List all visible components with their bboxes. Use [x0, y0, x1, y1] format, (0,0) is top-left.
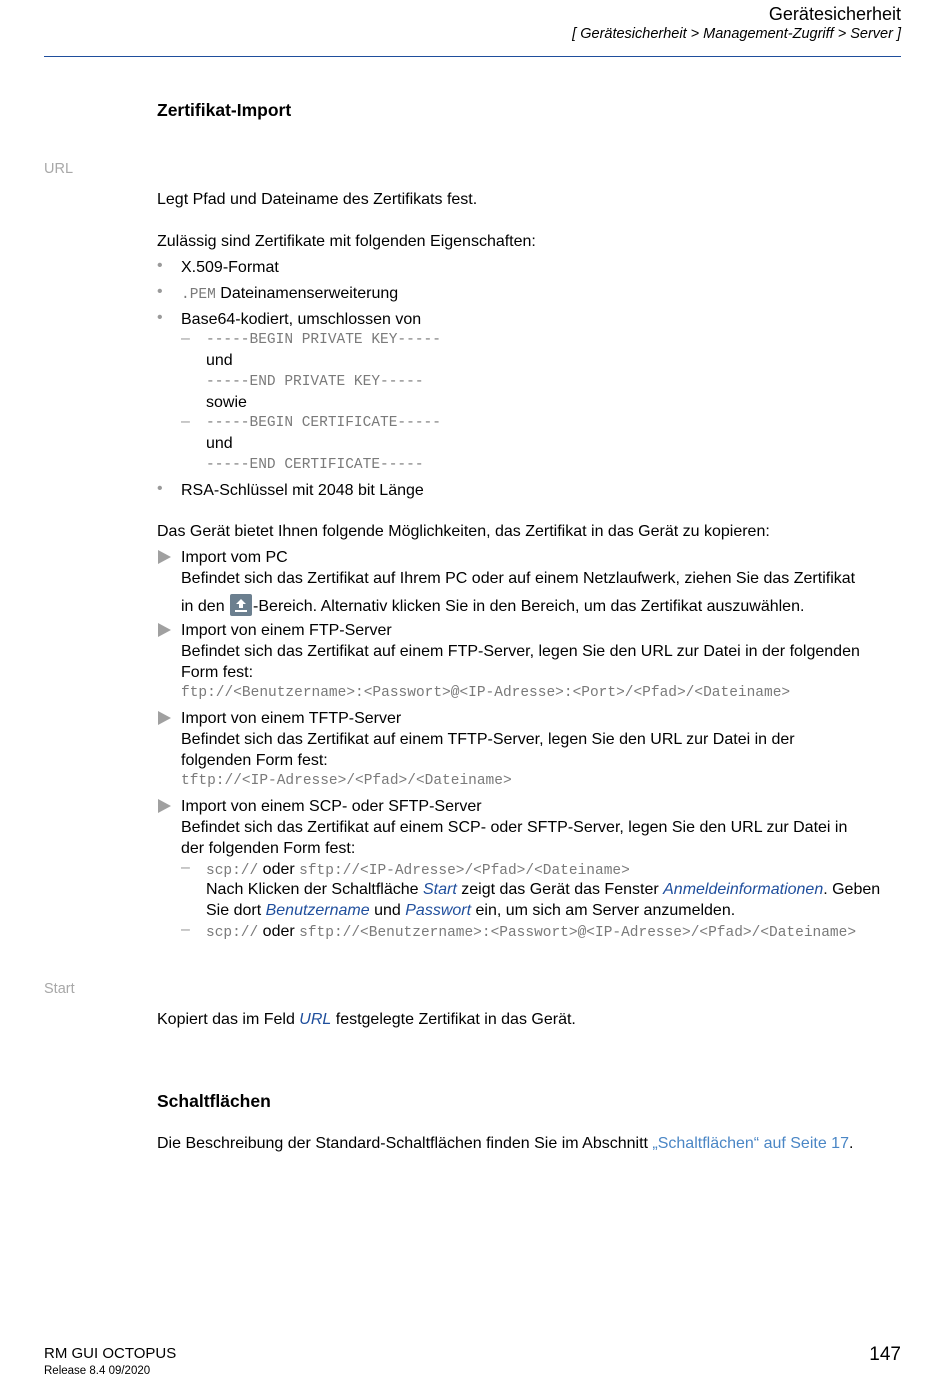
- opt-ftp-url: ftp://<Benutzername>:<Passwort>@<IP-Adresse>:<Port>/<Pfad>/<Dateiname>: [181, 685, 791, 701]
- opt-tftp-line2: folgenden Form fest:: [181, 752, 328, 769]
- start-ref: Start: [423, 881, 457, 898]
- scp-note-1: [206, 879, 880, 900]
- xref-link[interactable]: „Schaltflächen“ auf Seite 17: [652, 1135, 849, 1152]
- buttons-description: [157, 1133, 853, 1154]
- opt-pc-line2: [181, 594, 804, 617]
- section-heading-buttons: Schaltflächen: [157, 1091, 271, 1111]
- prop-x509: X.509-Format: [181, 259, 279, 276]
- prop-pem: [181, 283, 398, 306]
- prop-rsa: RSA-Schlüssel mit 2048 bit Länge: [181, 482, 424, 499]
- allowed-intro: Zulässig sind Zertifikate mit folgenden Eigenschaften:: [157, 233, 536, 250]
- scp-note-2: [206, 900, 735, 921]
- bullet-dot: •: [157, 480, 163, 497]
- section-heading-import: Zertifikat-Import: [157, 100, 292, 120]
- scp-url-2: [206, 921, 856, 944]
- und-1: und: [206, 352, 233, 369]
- password-ref: Passwort: [405, 902, 472, 919]
- scp-prefix: scp://: [206, 863, 259, 879]
- header-chapter: Gerätesicherheit: [768, 4, 901, 24]
- pem-text: Dateinamenserweiterung: [215, 285, 399, 302]
- sowie: sowie: [206, 394, 247, 411]
- opt-pc-line1: Befindet sich das Zertifikat auf Ihrem PC oder auf einem Netzlaufwerk, ziehen Sie das Zertifikat: [181, 570, 856, 587]
- note-b: zeigt das Gerät das Fenster: [456, 881, 664, 898]
- page-number: 147: [869, 1344, 901, 1365]
- bullet-dot: •: [157, 257, 163, 274]
- begin-private-key: -----BEGIN PRIVATE KEY-----: [206, 332, 441, 348]
- options-intro: Das Gerät bietet Ihnen folgende Möglichkeiten, das Zertifikat in das Gerät zu kopieren:: [157, 523, 770, 540]
- opt-ftp-title: Import von einem FTP-Server: [181, 622, 392, 639]
- opt-pc-title: Import vom PC: [181, 549, 288, 566]
- opt-ftp-line1: Befindet sich das Zertifikat auf einem FTP-Server, legen Sie den URL zur Datei in der folgenden: [181, 643, 860, 660]
- pem-code: .PEM: [181, 287, 216, 303]
- opt-tftp-title: Import von einem TFTP-Server: [181, 710, 402, 727]
- scp-prefix: scp://: [206, 925, 259, 941]
- note2-b: ein, um sich am Server anzumelden.: [471, 902, 736, 919]
- note2-und: und: [369, 902, 406, 919]
- dash-mark: –: [181, 921, 190, 938]
- opt-scp-line1: Befindet sich das Zertifikat auf einem SCP- oder SFTP-Server, legen Sie den URL zur Datei in: [181, 819, 848, 836]
- bullet-dot: •: [157, 283, 163, 300]
- oder-text: oder: [258, 861, 300, 878]
- note-c: . Geben: [823, 881, 881, 898]
- end-private-key: -----END PRIVATE KEY-----: [206, 374, 424, 390]
- buttons-text-a: Die Beschreibung der Standard-Schaltflächen finden Sie im Abschnitt: [157, 1135, 653, 1152]
- header-rule: [44, 56, 901, 57]
- footer-product: RM GUI OCTOPUS: [44, 1345, 177, 1362]
- anmeldeinfo-ref: Anmeldeinformationen: [663, 881, 824, 898]
- triangle-right-icon: [158, 711, 171, 725]
- triangle-right-icon: [158, 550, 171, 564]
- upload-icon: [230, 594, 252, 616]
- triangle-right-icon: [158, 623, 171, 637]
- username-ref: Benutzername: [265, 902, 370, 919]
- opt-pc-line2-b: -Bereich. Alternativ klicken Sie in den Bereich, um das Zertifikat auszuwählen.: [253, 598, 805, 615]
- prop-base64: Base64-kodiert, umschlossen von: [181, 311, 422, 328]
- dash-mark: –: [181, 859, 190, 876]
- url-description: Legt Pfad und Dateiname des Zertifikats fest.: [157, 191, 478, 208]
- opt-tftp-line1: Befindet sich das Zertifikat auf einem TFTP-Server, legen Sie den URL zur Datei in der: [181, 731, 795, 748]
- oder-text: oder: [258, 923, 300, 940]
- opt-tftp-url: tftp://<IP-Adresse>/<Pfad>/<Dateiname>: [181, 773, 512, 789]
- start-description: [157, 1009, 576, 1030]
- triangle-right-icon: [158, 799, 171, 813]
- opt-pc-line2-a: in den: [181, 598, 230, 615]
- margin-label-start: Start: [44, 981, 75, 997]
- und-2: und: [206, 435, 233, 452]
- opt-ftp-line2: Form fest:: [181, 664, 254, 681]
- footer-release: Release 8.4 09/2020: [44, 1365, 151, 1377]
- sftp-url-full: sftp://<Benutzername>:<Passwort>@<IP-Adresse>/<Pfad>/<Dateiname>: [299, 925, 857, 941]
- begin-certificate: -----BEGIN CERTIFICATE-----: [206, 415, 441, 431]
- margin-label-url: URL: [44, 161, 74, 177]
- dash-mark: –: [181, 330, 190, 347]
- start-a: Kopiert das im Feld: [157, 1011, 300, 1028]
- opt-scp-title: Import von einem SCP- oder SFTP-Server: [181, 798, 482, 815]
- note2-a: Sie dort: [206, 902, 266, 919]
- dash-mark: –: [181, 413, 190, 430]
- bullet-dot: •: [157, 309, 163, 326]
- url-field-ref: URL: [299, 1011, 332, 1028]
- start-b: festgelegte Zertifikat in das Gerät.: [331, 1011, 576, 1028]
- end-certificate: -----END CERTIFICATE-----: [206, 457, 424, 473]
- sftp-url: sftp://<IP-Adresse>/<Pfad>/<Dateiname>: [299, 863, 630, 879]
- opt-scp-line2: der folgenden Form fest:: [181, 840, 356, 857]
- note-a: Nach Klicken der Schaltfläche: [206, 881, 423, 898]
- buttons-text-b: .: [848, 1135, 854, 1152]
- header-breadcrumb: [ Gerätesicherheit > Management-Zugriff > Server ]: [572, 26, 901, 42]
